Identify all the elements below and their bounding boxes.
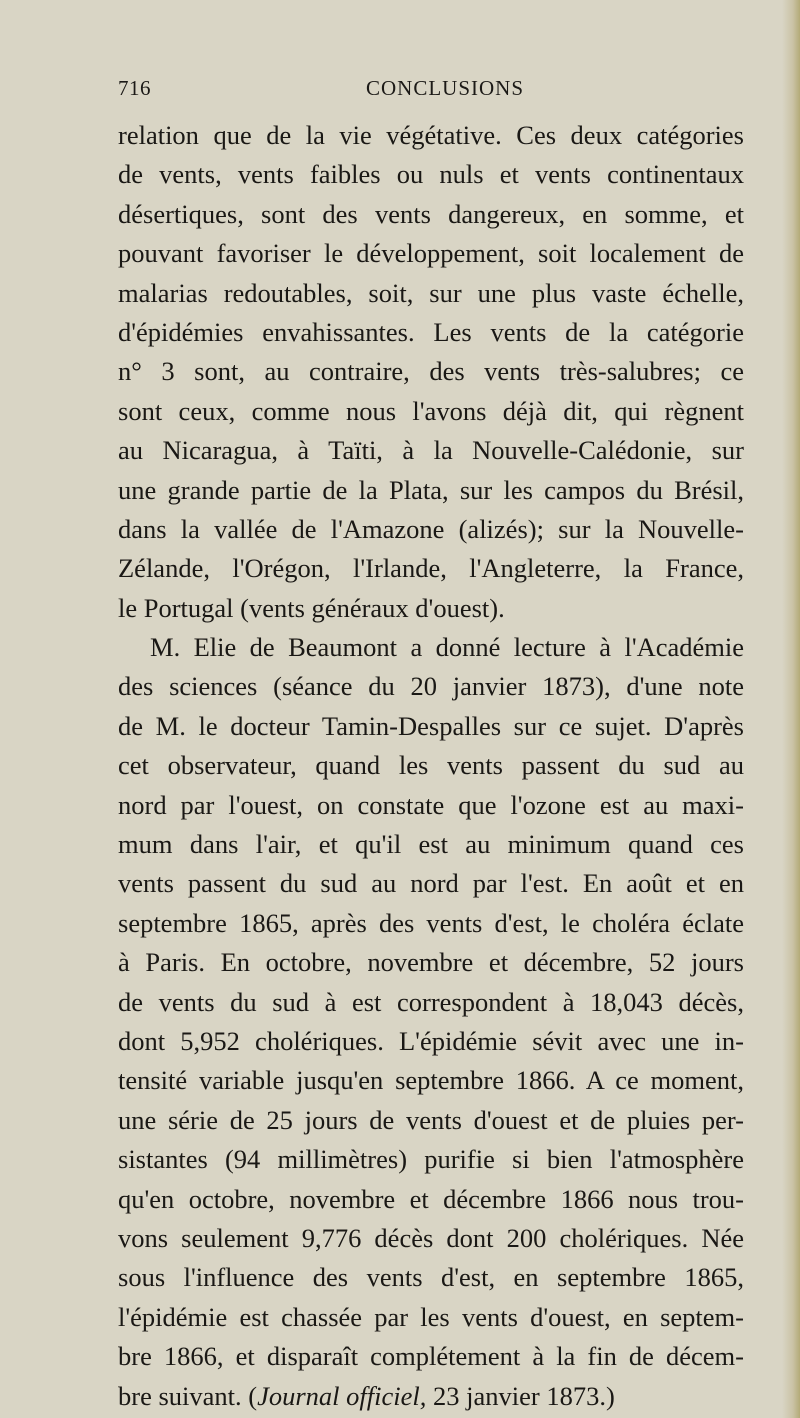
text-line: dont 5,952 cholériques. L'épidémie sévit avec une in-	[118, 1025, 744, 1056]
journal-title: Journal officiel,	[257, 1380, 427, 1411]
body-text	[118, 116, 744, 1416]
text-line: l'épidémie est chassée par les vents d'ouest, en septem-	[118, 1301, 744, 1332]
text-line: dans la vallée de l'Amazone (alizés); sur la Nouvelle-	[118, 513, 744, 544]
page-header	[118, 76, 738, 110]
text-line: sont ceux, comme nous l'avons déjà dit, qui règnent	[118, 395, 744, 426]
citation-prefix: bre suivant. (	[118, 1380, 258, 1411]
text-line: une grande partie de la Plata, sur les campos du Brésil,	[118, 474, 744, 505]
text-line: des sciences (séance du 20 janvier 1873), d'une note	[118, 671, 744, 702]
text-line: vents passent du sud au nord par l'est. En août et en	[118, 868, 744, 899]
text-line: relation que de la vie végétative. Ces deux catégories	[118, 120, 744, 150]
text-line: nord par l'ouest, on constate que l'ozone est au maxi-	[118, 789, 744, 820]
text-line: désertiques, sont des vents dangereux, en somme, et	[118, 198, 744, 229]
running-head: CONCLUSIONS	[366, 76, 525, 100]
text-line: de M. le docteur Tamin-Despalles sur ce sujet. D'après	[118, 710, 744, 741]
citation-line	[118, 1377, 744, 1416]
text-line: tensité variable jusqu'en septembre 1866. A ce moment,	[118, 1065, 744, 1096]
text-line: n° 3 sont, au contraire, des vents très-salubres; ce	[118, 356, 744, 387]
text-line: septembre 1865, après des vents d'est, le choléra éclate	[118, 907, 744, 938]
text-line: Zélande, l'Orégon, l'Irlande, l'Angleterre, la France,	[118, 553, 744, 584]
text-line: malarias redoutables, soit, sur une plus vaste échelle,	[118, 277, 744, 308]
text-line: mum dans l'air, et qu'il est au minimum quand ces	[118, 829, 744, 860]
page-number: 716	[118, 76, 151, 100]
text-line: de vents du sud à est correspondent à 18,043 décès,	[118, 986, 744, 1017]
text-line: M. Elie de Beaumont a donné lecture à l'Académie	[150, 632, 744, 663]
text-line: qu'en octobre, novembre et décembre 1866 nous trou-	[118, 1183, 744, 1214]
paragraph-2	[118, 628, 744, 1416]
text-line: au Nicaragua, à Taïti, à la Nouvelle-Calédonie, sur	[118, 435, 744, 466]
text-line: vons seulement 9,776 décès dont 200 cholériques. Née	[118, 1222, 744, 1253]
text-line: le Portugal (vents généraux d'ouest).	[118, 592, 505, 623]
page-edge	[782, 0, 800, 1418]
text-line: pouvant favoriser le développement, soit localement de	[118, 238, 744, 269]
text-line: une série de 25 jours de vents d'ouest et de pluies per-	[118, 1104, 744, 1135]
text-line: à Paris. En octobre, novembre et décembre, 52 jours	[118, 947, 744, 978]
citation-date: 23 janvier 1873.)	[426, 1380, 615, 1411]
text-line: de vents, vents faibles ou nuls et vents continentaux	[118, 159, 744, 190]
text-line: cet observateur, quand les vents passent du sud au	[118, 750, 744, 781]
text-line: sous l'influence des vents d'est, en septembre 1865,	[118, 1262, 744, 1293]
text-line: sistantes (94 millimètres) purifie si bien l'atmosphère	[118, 1144, 744, 1175]
text-line: d'épidémies envahissantes. Les vents de la catégorie	[118, 316, 744, 347]
text-line: bre 1866, et disparaît complétement à la fin de décem-	[118, 1341, 744, 1372]
paragraph-1	[118, 116, 744, 628]
